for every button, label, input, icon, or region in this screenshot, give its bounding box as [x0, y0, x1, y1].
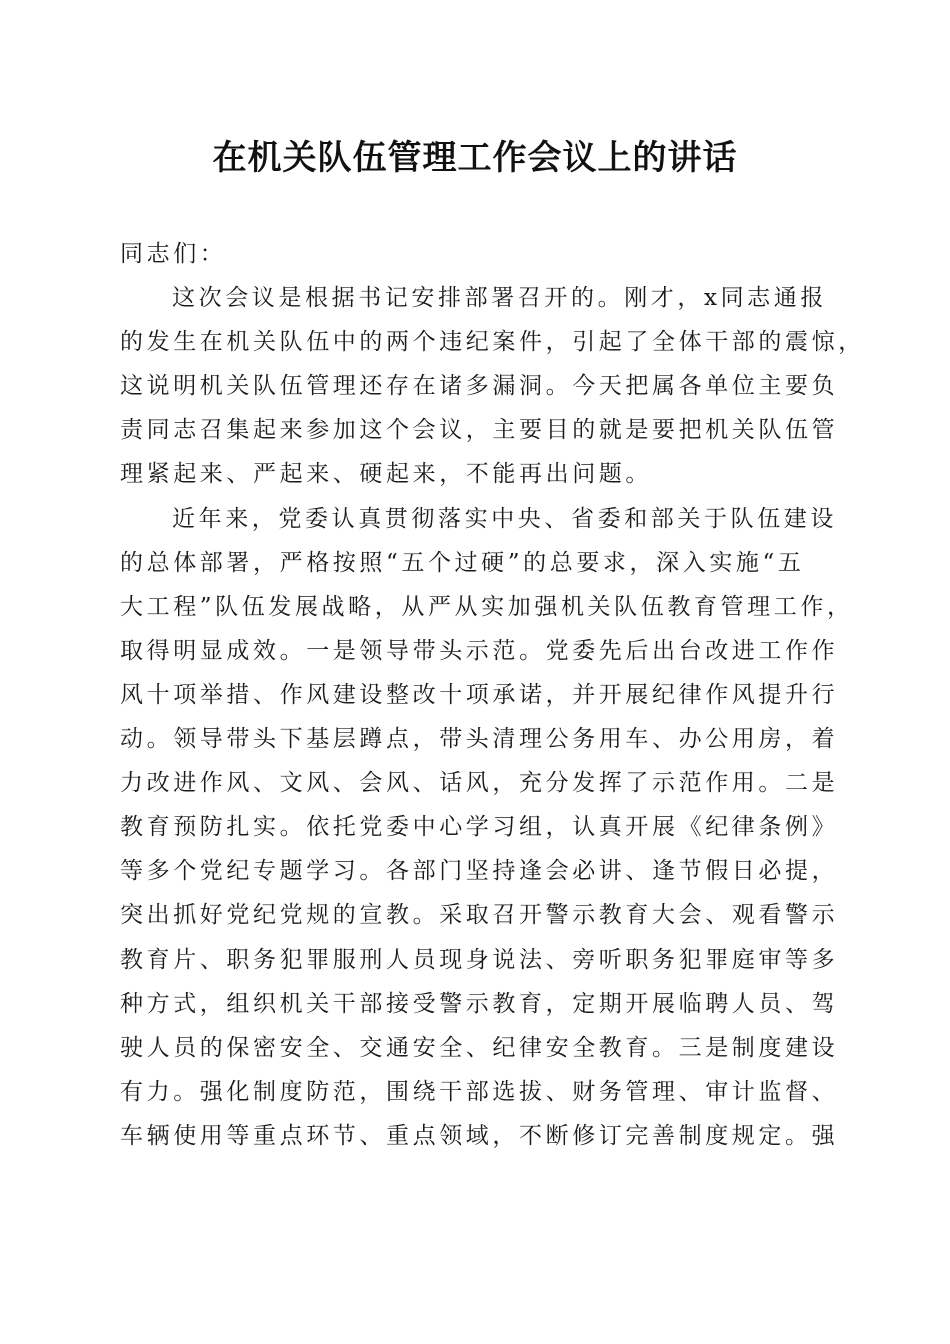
paragraph-line: 等多个党纪专题学习。各部门坚持逢会必讲、逢节假日必提， [120, 858, 839, 885]
salutation: 同志们： [120, 241, 227, 267]
paragraph-line: 种方式，组织机关干部接受警示教育，定期开展临聘人员、驾 [120, 990, 839, 1017]
paragraph-2 [120, 497, 854, 1158]
document-title: 在机关队伍管理工作会议上的讲话 [212, 138, 738, 178]
paragraph-line: 有力。强化制度防范，围绕干部选拔、财务管理、审计监督、 [120, 1078, 839, 1105]
paragraph-line: 这说明机关队伍管理还存在诸多漏洞。今天把属各单位主要负 [120, 373, 839, 400]
paragraph-line: 的发生在机关队伍中的两个违纪案件，引起了全体干部的震惊， [120, 329, 865, 356]
paragraph-line: 理紧起来、严起来、硬起来，不能再出问题。 [120, 461, 652, 488]
paragraph-line: 教育片、职务犯罪服刑人员现身说法、旁听职务犯罪庭审等多 [120, 946, 839, 973]
paragraph-line: 突出抓好党纪党规的宣教。采取召开警示教育大会、观看警示 [120, 902, 839, 929]
paragraph-line: 近年来，党委认真贯彻落实中央、省委和部关于队伍建设 [172, 505, 837, 532]
paragraph-line: 驶人员的保密安全、交通安全、纪律安全教育。三是制度建设 [120, 1034, 839, 1061]
paragraph-line: 车辆使用等重点环节、重点领域，不断修订完善制度规定。强 [120, 1122, 839, 1149]
paragraph-line: 大工程”队伍发展战略，从严从实加强机关队伍教育管理工作， [120, 593, 854, 620]
paragraph-line: 教育预防扎实。依托党委中心学习组，认真开展《纪律条例》 [120, 814, 839, 841]
document-body [120, 232, 865, 1158]
paragraph-line: 风十项举措、作风建设整改十项承诺，并开展纪律作风提升行 [120, 681, 839, 708]
paragraph-line: 动。领导带头下基层蹲点，带头清理公务用车、办公用房，着 [120, 726, 839, 753]
paragraph-line: 力改进作风、文风、会风、话风，充分发挥了示范作用。二是 [120, 770, 839, 797]
paragraph-line: 责同志召集起来参加这个会议，主要目的就是要把机关队伍管 [120, 417, 839, 444]
paragraph-line: 的总体部署，严格按照“五个过硬”的总要求，深入实施“五 [120, 549, 805, 576]
paragraph-line: 这次会议是根据书记安排部署召开的。刚才，x同志通报 [172, 285, 827, 312]
paragraph-line: 取得明显成效。一是领导带头示范。党委先后出台改进工作作 [120, 637, 839, 664]
paragraph-1 [120, 276, 865, 496]
